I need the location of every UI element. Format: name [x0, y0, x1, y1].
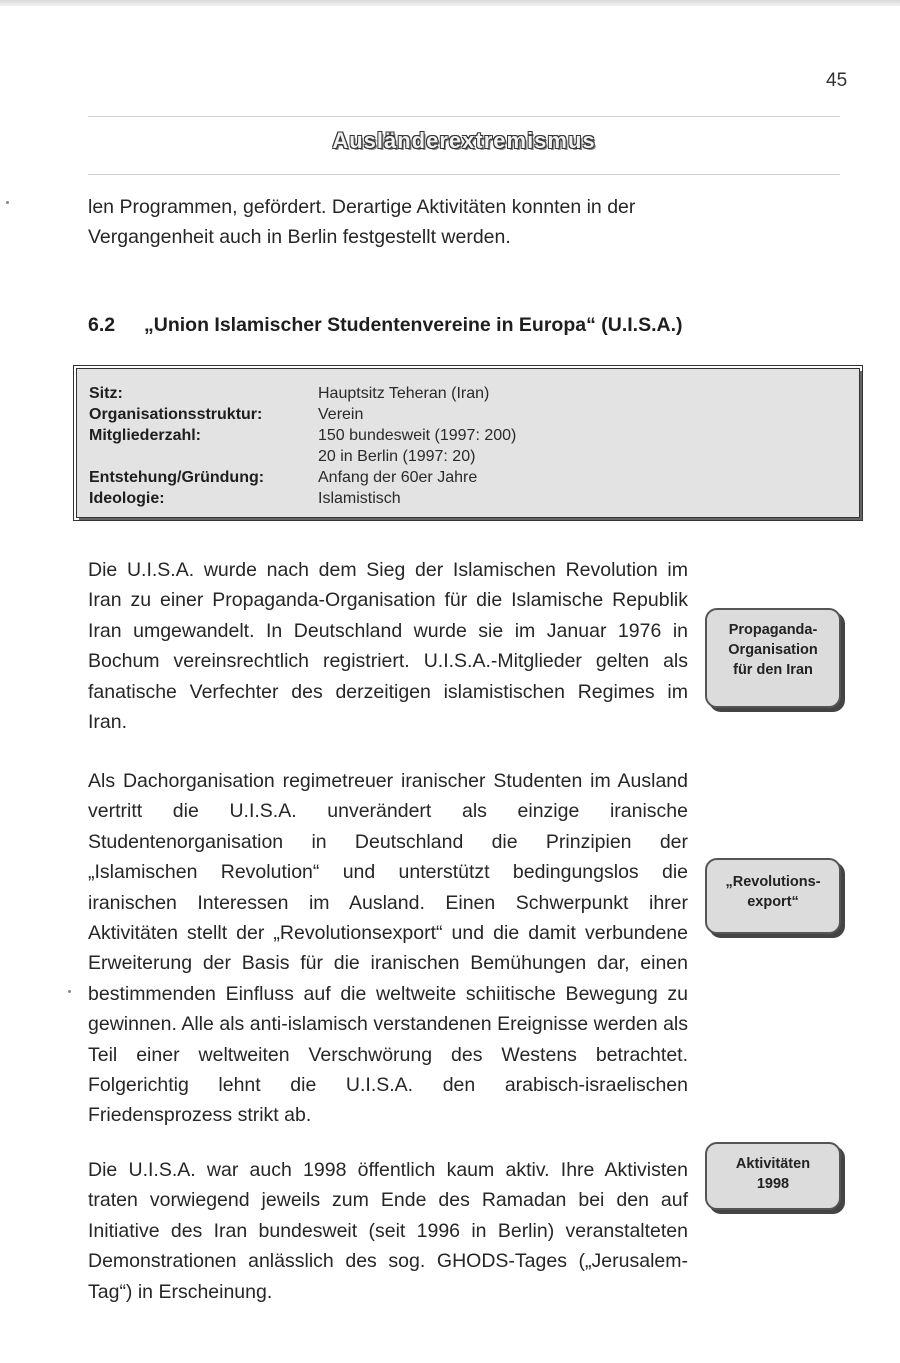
section-number: 6.2: [88, 314, 116, 336]
fact-box: [76, 368, 860, 518]
fact-label-ideology: Ideologie:: [89, 490, 165, 507]
fact-value-ideology: Islamistisch: [318, 490, 401, 507]
fact-value-members-berlin: 20 in Berlin (1997: 20): [318, 448, 476, 465]
section-heading: [88, 314, 683, 337]
margin-note-line: Propaganda-: [728, 622, 818, 638]
scan-speck: [6, 201, 9, 204]
section-title: „Union Islamischer Studentenvereine in Europa“ (U.I.S.A.): [144, 314, 683, 336]
paragraph-propaganda: Die U.I.S.A. wurde nach dem Sieg der Islamischen Revolution im Iran zu einer Propaganda-Organisation für die Islamische Republik Iran umgewandelt. In Deutschland wurde sie im Januar 1976 in Bochum vereinsrechtlich registriert. U.I.S.A.-Mitglieder gelten als fanatische Verfechter des derzeitigen islamistischen Regimes im Iran.: [88, 559, 688, 734]
margin-note-line: für den Iran: [733, 662, 813, 678]
paragraph-revolution-export: Als Dachorganisation regimetreuer iranischer Studenten im Ausland vertritt die U.I.S.A. unverändert als einzige iranische Studentenorganisation in Deutschland die Prinzipien der „Islamischen Revolution“ und unterstützt bedingungslos die iranischen Interessen im Ausland. Einen Schwerpunkt ihrer Aktivitäten stellt der „Revolutionsexport“ und die damit verbundene Erweiterung der Basis für die iranischen Bemühungen dar, einen bestimmenden Einfluss auf die weltweite schiitische Bewegung zu gewinnen. Alle als anti-islamisch verstandenen Ereignisse werden als Teil einer weltweiten Verschwörung des Westens betrachtet. Folgerichtig lehnt die U.I.S.A. den arabisch-israelischen Friedensprozess strikt ab.: [88, 770, 688, 1127]
margin-note-line: Aktivitäten: [735, 1156, 811, 1172]
paragraph-activities-1998: Die U.I.S.A. war auch 1998 öffentlich kaum aktiv. Ihre Aktivisten traten vorwiegend jeweils zum Ende des Ramadan bei den auf Initiative des Iran bundesweit (seit 1996 in Berlin) veranstalteten Demonstrationen anlässlich des sog. GHODS-Tages („Jerusalem-Tag“) in Erscheinung.: [88, 1159, 688, 1303]
margin-note-line: „Revolutions-: [725, 874, 821, 890]
intro-paragraph: len Programmen, gefördert. Derartige Aktivitäten konnten in der Vergangenheit auch in Berlin festgestellt werden.: [88, 196, 636, 249]
margin-note-activities: [705, 1142, 841, 1210]
margin-note-line: export“: [747, 894, 799, 910]
fact-label-structure: Organisationsstruktur:: [89, 406, 263, 423]
margin-note-line: Organisation: [728, 642, 818, 658]
page-number: 45: [826, 70, 848, 91]
fact-value-seat: Hauptsitz Teheran (Iran): [318, 385, 490, 402]
fact-label-founding: Entstehung/Gründung:: [89, 469, 265, 486]
margin-note-propaganda: [705, 608, 841, 708]
header-rule-top: [88, 116, 840, 117]
fact-label-seat: Sitz:: [89, 385, 123, 402]
scan-speck: [68, 990, 71, 993]
running-header-title: Ausländerextremismus: [332, 128, 596, 153]
scan-top-edge: [0, 0, 900, 6]
margin-note-line: 1998: [756, 1176, 790, 1192]
margin-note-revolution-export: [705, 858, 841, 934]
header-rule-bottom: [88, 174, 840, 175]
fact-value-founding: Anfang der 60er Jahre: [318, 469, 478, 486]
fact-label-members: Mitgliederzahl:: [89, 427, 202, 444]
fact-value-members-national: 150 bundesweit (1997: 200): [318, 427, 517, 444]
fact-value-structure: Verein: [318, 406, 364, 423]
